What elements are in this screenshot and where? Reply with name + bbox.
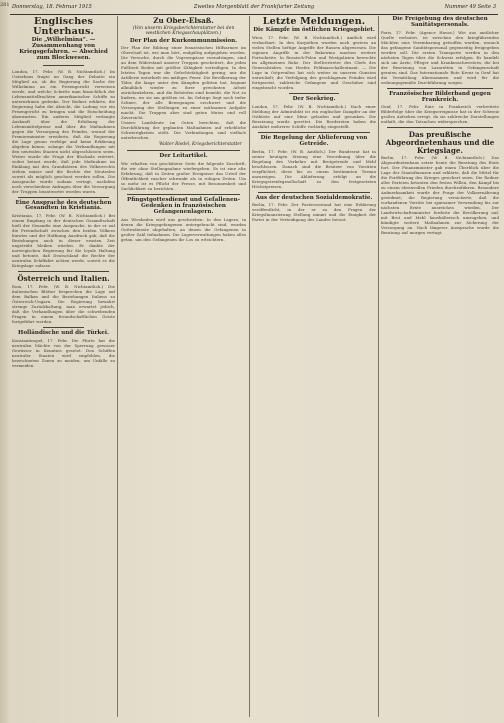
article-body: London, 17. Febr. (W. B. Nichtamtlich.) Im Unterhaus fragte im Gang der Debatte ein Mitglied an, ob die Regierung die Sache der Wilhelmina an ein Prisengericht verweisen werde, und welche Schritte man hinsichtlich der Lebensmittelfrachten amerikanischer Schiffe zu unternehmen gedenke. Der Redner erklärte, die Regierung habe die Absicht, die Ladung vor ein Prisengericht zu bringen und die Entscheidung abzuwarten. Ein anderes Mitglied verlangte Auskunft über die Erhöhung der Lebensmittelpreise und über die Maßnahmen gegen die Versorgung des Feindes, worauf der Premierminister erwiderte, daß die Regierung die Lage genau verfolge und keine Erklärung abgeben könne, solange die Verhandlungen mit den neutralen Staaten nicht abgeschlossen seien. Weiter wurde die Frage der Blockade erörtert, wobei betont wurde, daß jede Maßnahme im Einklang mit den Grundsätzen des Völkerrechts stehen müsse und die Rechte der Neutralen soweit als möglich geschont werden sollen. Die Aussprache wurde sodann vertagt, nachdem noch verschiedene Anfragen über die Versorgung der Truppen beantwortet worden waren. <box>12 68 115 194</box>
divider <box>18 271 109 272</box>
article-headline: Englisches Unterhaus. <box>33 16 94 38</box>
header-paper-title: Zweites Morgenblatt der Frankfurter Zeitung <box>193 4 315 10</box>
article-body: Unsere Landsleute im Osten berichten, daß die Durchführung der geplanten Maßnahmen auf erhebliche Schwierigkeiten stößt. Die Verbindungen sind vielfach unterbrochen. <box>121 120 246 141</box>
divider <box>43 327 84 328</box>
column-divider <box>117 16 118 717</box>
divider <box>258 192 370 193</box>
column-divider <box>249 16 250 717</box>
divider <box>127 194 240 195</box>
article-headline: Das preußische Abgeordnetenhaus und die Kriegslage. <box>385 130 495 155</box>
article-headline: Aus der deutschen Sozialdemokratie. <box>255 194 373 201</box>
column-3 <box>252 16 376 719</box>
column-divider <box>378 16 379 717</box>
article-body: London, 17. Febr. (W. B. Nichtamtlich.) Nach einer Meldung der Admiralität ist ein englischer Dampfer an der Ostküste auf eine Mine gelaufen und gesunken. Die Besatzung wurde gerettet. Die Reedereien haben die Ausfahrt mehrerer Schiffe vorläufig eingestellt. <box>252 103 376 129</box>
article-subheadline: (Von unserm Kriegsberichterstatter bei den westlichen Kriegsschauplätzen.) <box>132 25 235 37</box>
column-1 <box>12 16 115 719</box>
header-page-number: Nummer 49 Seite 3 <box>444 4 496 10</box>
article-headline: Eine Ansprache des deutschen Gesandten in Kristiania. <box>15 199 112 212</box>
article-headline: Zu Ober-Elsaß. <box>153 16 214 25</box>
article-subheadline: Die „Wilhelmina“. — Zusammenhang von Kriegsgefahren. — Abschied zum Blockwesen. <box>19 37 108 61</box>
divider <box>387 88 493 89</box>
article-body: Berlin, 17. Febr. (W. B. Amtlich.) Der Bundesrat hat in seiner heutigen Sitzung eine Verordnung über die Regelung des Verkehrs mit Brotgetreide und Mehl beschlossen. Danach sind die Besitzer von Vorräten verpflichtet, diese bis zu einem bestimmten Termin anzuzeigen. Die Ablieferung erfolgt an die Kriegsgetreidegesellschaft zu den festgesetzten Höchstpreisen. <box>252 148 376 189</box>
article-subheadline: Die Kämpfe im östlichen Kriegsgebiet. <box>253 27 375 34</box>
column-2 <box>121 16 246 719</box>
article-headline: Die Freigebung des deutschen Sanitätspersonals. <box>392 16 488 28</box>
page-header <box>12 2 496 13</box>
article-body: Paris, 17. Febr. (Agence Havas.) Wie aus amtlicher Quelle verlautet, ist zwischen den kriegführenden Mächten eine Vereinbarung getroffen worden, wonach das gefangene Sanitätspersonal gegenseitig freigegeben werden soll. Die ersten Transporte werden in den nächsten Tagen über die Schweiz erfolgen. Es handelt sich um Ärzte, Pfleger und Krankenschwestern, die bei der Besetzung von Lazaretten in Gefangenschaft geraten sind. Das Internationale Rote Kreuz in Genf hat die Vermittlung übernommen und wird für die ordnungsgemäße Durchführung sorgen. <box>381 29 499 85</box>
divider <box>387 127 493 128</box>
article-headline: Der Leitartikel. <box>159 153 208 160</box>
divider <box>18 197 109 198</box>
article-body: Kristiania, 17. Febr. (W. B. Nichtamtlich.) Bei einem Empfang in der deutschen Gesandtschaft hielt der Gesandte eine Ansprache, in der er auf die Freundschaft zwischen den beiden Völkern hinwies und der Hoffnung Ausdruck gab, daß die Beziehungen auch in dieser ernsten Zeit ungetrübt bleiben würden. Er dankte der norwegischen Regierung für die loyale Haltung und betonte, daß Deutschland die Rechte der neutralen Schiffahrt achten werde, soweit es die Kriegslage zulasse. <box>12 213 115 269</box>
article-headline: Der Seekrieg. <box>292 95 336 102</box>
article-body: Wir erhalten von geschätzter Seite die folgende Zuschrift, die wir ohne Stellungnahme wiedergeben: Es ist eine alte Erfahrung, daß in Zeiten großer Ereignisse das Urteil der Öffentlichkeit rascher schwankt als in ruhigen Zeiten. Um so mehr ist es Pflicht der Presse, mit Besonnenheit und Sachlichkeit zu berichten. <box>121 161 246 192</box>
article-body: Berlin, 17. Febr. (W. B. Nichtamtlich.) Das Abgeordnetenhaus setzte heute die Beratung des Etats fort. Der Finanzminister gab einen Überblick über die Lage der Staatsfinanzen und erklärte, daß die Mittel für die Fortführung des Krieges gesichert seien. Die Redner aller Parteien betonten den festen Willen, den Kampf bis zu einem ehrenvollen Frieden durchzuführen. Besondere Aufmerksamkeit wurde der Frage der Volksernährung gewidmet; die Regierung versicherte, daß die vorhandenen Vorräte bei sparsamer Verwendung bis zur nächsten Ernte ausreichen würden. Der Landwirtschaftsminister forderte die Bevölkerung auf, mit Brot und Mehl haushälterisch umzugehen, und kündigte weitere Maßnahmen zur Sicherung der Versorgung an. Nach längerer Aussprache wurde die Beratung auf morgen vertagt. <box>381 155 499 236</box>
article-headline: Österreich und Italien. <box>17 274 110 284</box>
article-headline: Holländische und die Türkei. <box>18 329 109 336</box>
article-headline: Letzte Meldungen. <box>262 16 366 27</box>
article-body: Berlin, 17. Febr. Der Parteivorstand hat eine Erklärung veröffentlicht, in der er zu den Fragen der Kriegsfinanzierung Stellung nimmt und die Einigkeit der Partei in der Verteidigung des Landes betont. <box>252 202 376 223</box>
article-headline: Der Plan der Kurkommunmission. <box>129 37 238 44</box>
article-headline: Die Regelung der Ablieferung von Getreide. <box>260 134 368 147</box>
article-body: Genf, 17. Febr. Eine in Frankreich verbreitete Bilderfolge über die Kriegsereignisse hat in der Schweiz großes Aufsehen erregt, da sie zahlreiche Darstellungen enthält, die den Tatsachen widersprechen. <box>381 104 499 125</box>
divider <box>127 150 240 151</box>
article-headline: Pfingstgottesdienst und Gefallenen-Gedenken in französischen Gefangenenlagern. <box>126 197 241 215</box>
article-body: Wien, 17. Febr. (W. B. Nichtamtlich.) Amtlich wird verlautbart: In den Karpathen wurden auch gestern an vielen Stellen heftige Angriffe der Russen abgewiesen. Die eigenen Angriffe in der Bukowina machen weitere Fortschritte. In Russisch-Polen und Westgalizien herrschte im allgemeinen Ruhe. Der Stellvertreter des Chefs des Generalstabes: von Hoefer, Feldmarschalleutnant. — Die Lage in Ostpreußen hat sich weiter zu unseren Gunsten entwickelt; die Verfolgung des geschlagenen Feindes wird fortgesetzt, zahlreiche Gefangene und Geschütze sind eingebracht worden. <box>252 34 376 90</box>
article-headline: Französischer Bilderband gegen Frankreich. <box>389 90 491 103</box>
article-body: Rom, 17. Febr. (W. B. Nichtamtlich.) Die italienischen Blätter besprechen die Lage auf dem Balkan und die Beziehungen Italiens zu Österreich-Ungarn. Die Regierung bewahrt strenge Zurückhaltung; man erwartet jedoch, daß die Verhandlungen über die schwebenden Fragen in einem freundschaftlichen Geiste fortgeführt werden. <box>12 283 115 324</box>
page-edge-number: 281 <box>0 2 10 8</box>
divider <box>43 65 84 66</box>
divider <box>289 93 339 94</box>
article-body: Der Plan der Bildung einer französischen Hilfsarmee im Oberelsaß ist, wie man hört, endgültig aufgegeben worden. Die Versuche, durch die Vogesenpässe vorzudringen, sind an dem Widerstand unserer Truppen gescheitert, die jeden Fußbreit Boden mit größter Zähigkeit verteidigen. In den letzten Tagen war die Gefechtstätigkeit gering; nur die Artillerie unterhielt ein mäßiges Feuer. Die Bevölkerung der Täler, die lange unter den Kämpfen gelitten hat, beginnt allmählich wieder zu ihrer gewohnten Arbeit zurückzukehren, und die Behörden sind bemüht, die Not zu lindern, wo sie am größten ist. Im Gebirge liegt noch tiefer Schnee, der alle Bewegungen erschwert und die Versorgung der Stellungen zu einer mühsamen Aufgabe macht. Die Truppen aber sind guten Mutes und voll Zuversicht. <box>121 45 246 121</box>
article-signature: Walter Riedel, Kriegsberichterstatter <box>159 142 242 148</box>
header-date: Donnerstag, 18. Februar 1915 <box>12 4 92 10</box>
header-rule <box>10 14 498 15</box>
divider <box>258 132 370 133</box>
column-4 <box>381 16 499 719</box>
article-body: Aus Wiesbaden wird uns geschrieben: In den Lagern, in denen die Kriegsgefangenen untergebracht sind, wurden Gottesdienste abgehalten, an denen die Gefangenen in großer Zahl teilnahmen. Die Lagerverwaltungen haben alles getan, um den Gefangenen ihr Los zu erleichtern. <box>121 216 246 242</box>
article-body: Konstantinopel, 17. Febr. Die Pforte hat die neutralen Mächte von der Sperrung gewisser Gewässer in Kenntnis gesetzt. Den Schiffen neutraler Staaten wird empfohlen, die bezeichneten Zonen zu meiden, um Unfälle zu vermeiden. <box>12 337 115 368</box>
